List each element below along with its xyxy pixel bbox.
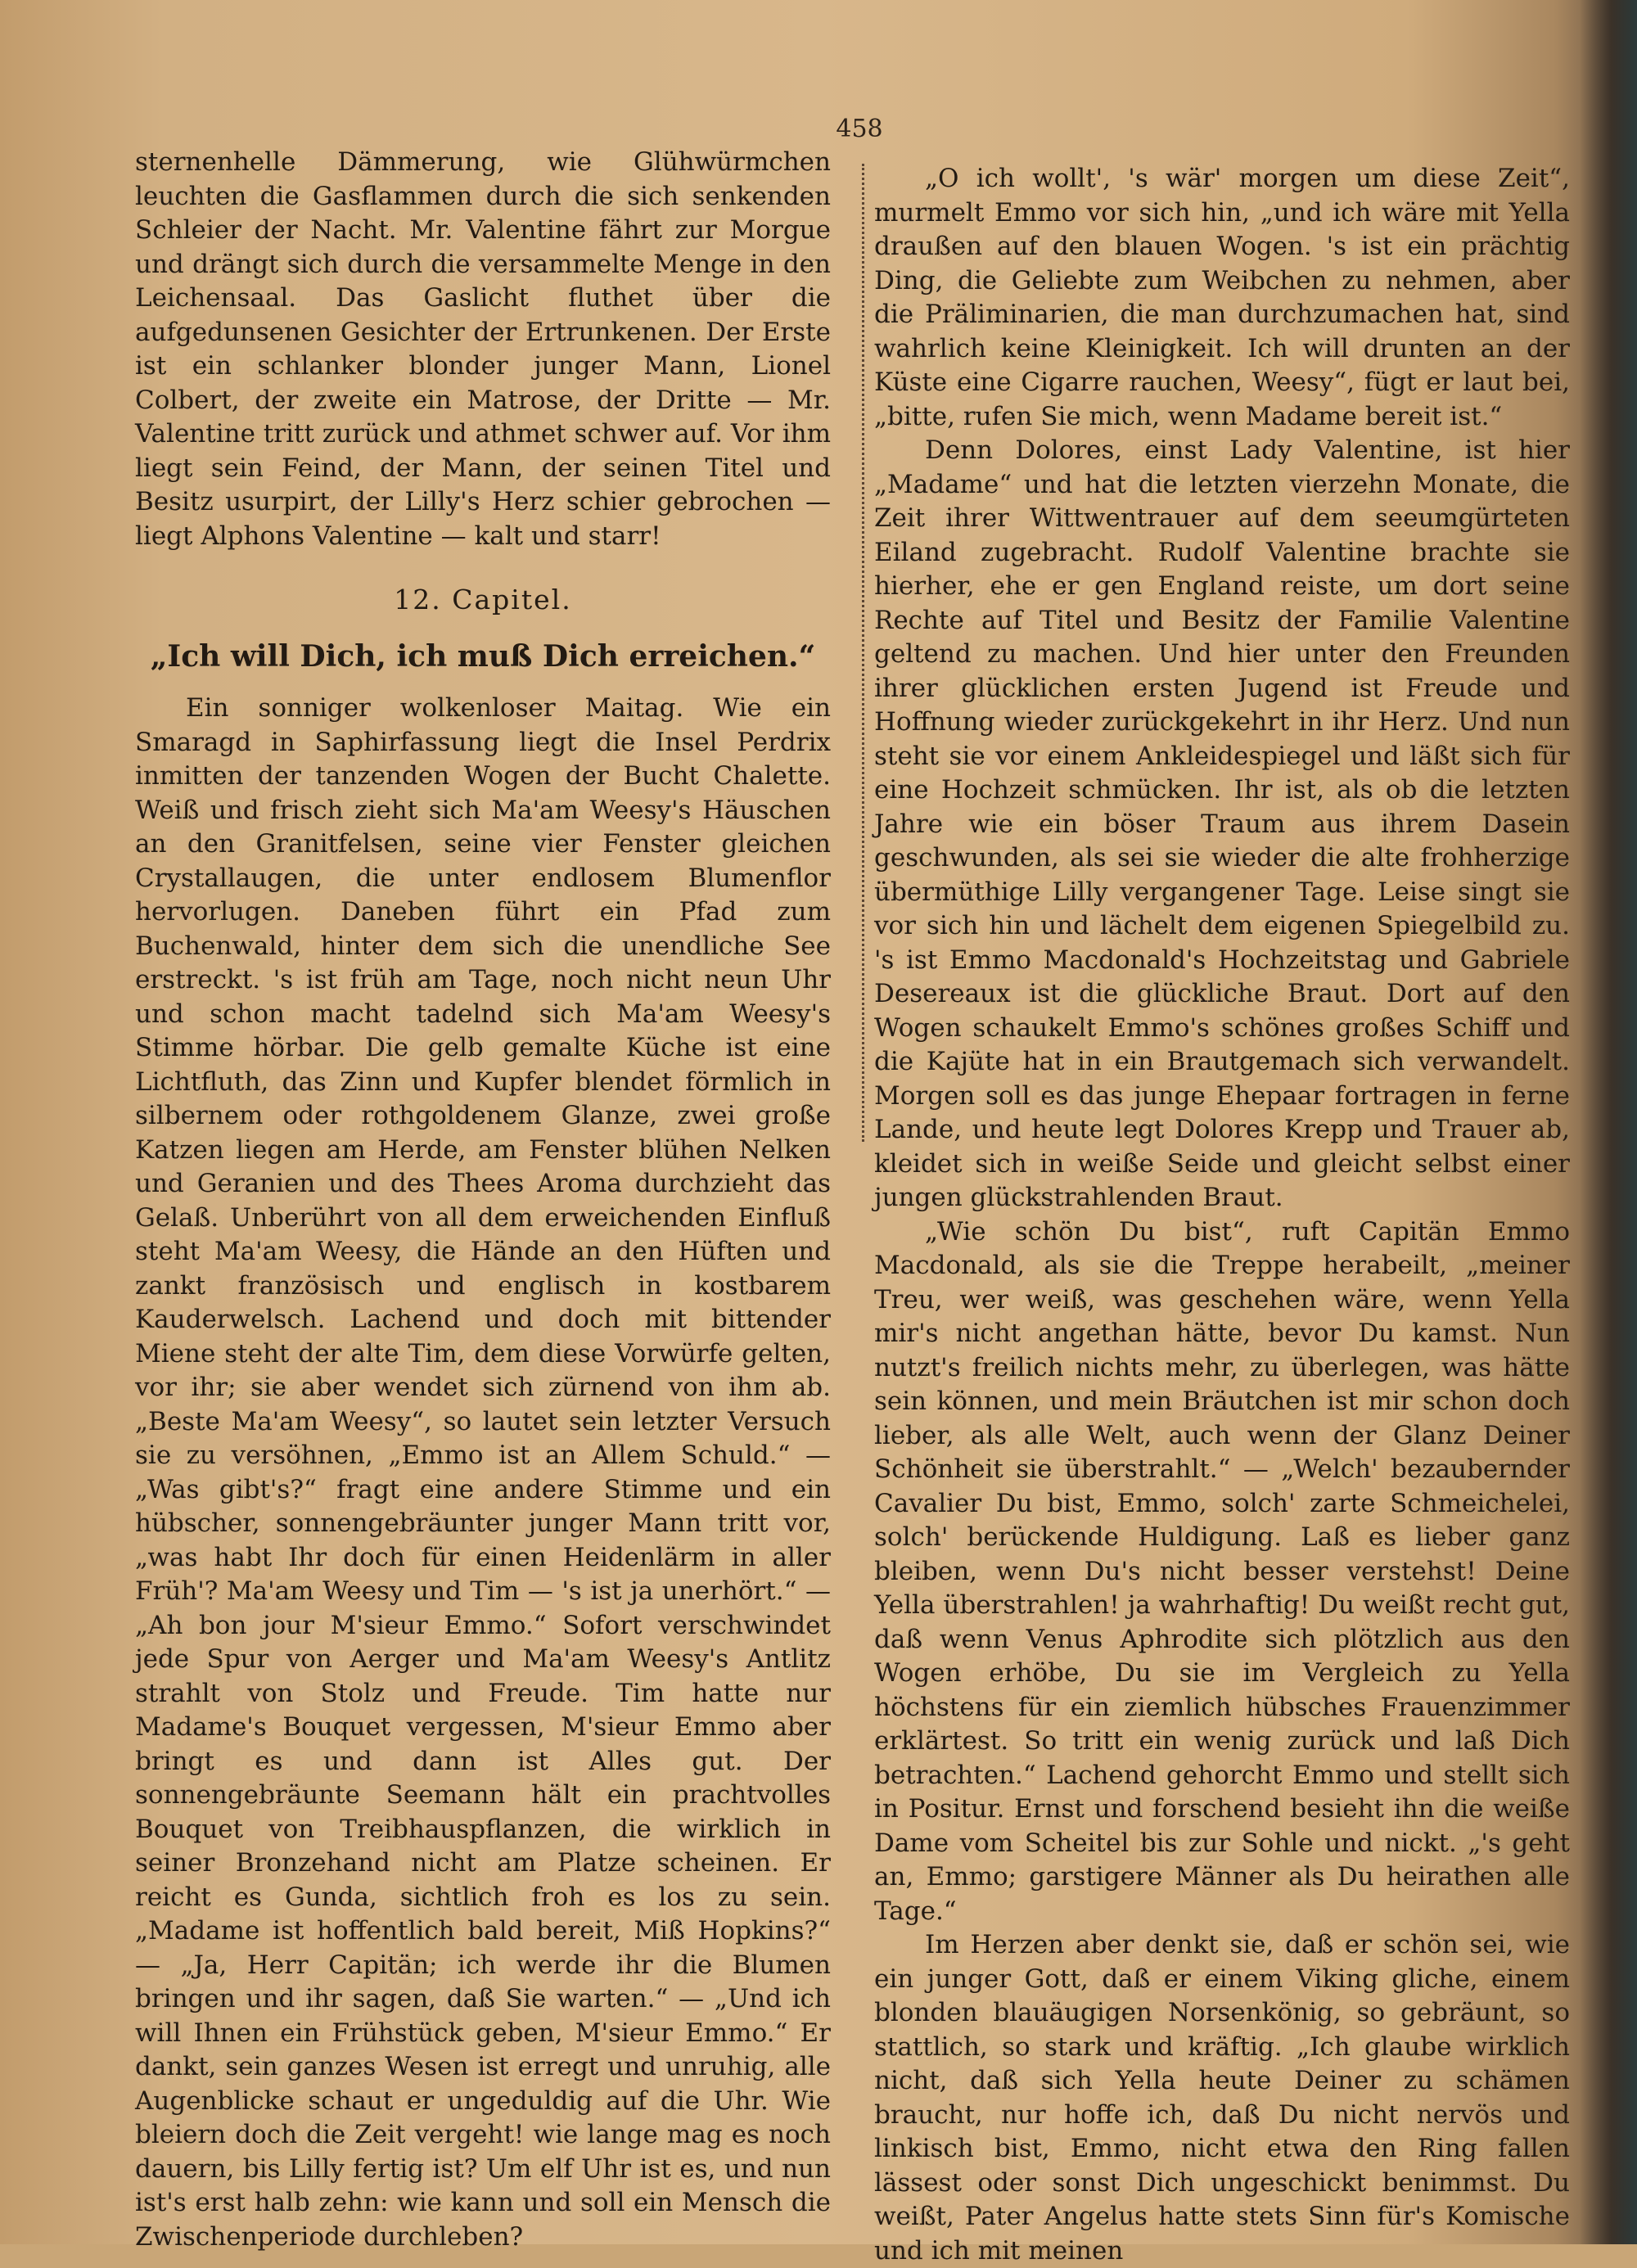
right-column — [874, 162, 1570, 2268]
column-divider — [862, 164, 864, 1142]
paragraph-left-2: Ein sonniger wolkenloser Maitag. Wie ein Smaragd in Saphirfassung liegt die Insel Perdrix inmitten der tanzenden Wogen der Bucht Chalette. Weiß und frisch zieht sich Ma'am Weesy's Häuschen an den Granitfelsen, seine vier Fenster gleichen Crystallaugen, die unter endlosem Blumenflor hervorlugen. Daneben führt ein Pfad zum Buchenwald, hinter dem sich die unendliche See erstreckt. 's ist früh am Tage, noch nicht neun Uhr und schon macht tadelnd sich Ma'am Weesy's Stimme hörbar. Die gelb gemalte Küche ist eine Lichtfluth, das Zinn und Kupfer blendet förmlich in silbernem oder rothgoldenem Glanze, zwei große Katzen liegen am Herde, am Fenster blühen Nelken und Geranien und des Thees Aroma durchzieht das Gelaß. Unberührt von all dem erweichenden Einfluß steht Ma'am Weesy, die Hände an den Hüften und zankt französisch und englisch in kostbarem Kauderwelsch. Lachend und doch mit bittender Miene steht der alte Tim, dem diese Vorwürfe gelten, vor ihr; sie aber wendet sich zürnend von ihm ab. „Beste Ma'am Weesy“, so lautet sein letzter Versuch sie zu versöhnen, „Emmo ist an Allem Schuld.“ — „Was gibt's?“ fragt eine andere Stimme und ein hübscher, sonnengebräunter junger Mann tritt vor, „was habt Ihr doch für einen Heidenlärm in aller Früh'? Ma'am Weesy und Tim — 's ist ja unerhört.“ — „Ah bon jour M'sieur Emmo.“ Sofort verschwindet jede Spur von Aerger und Ma'am Weesy's Antlitz strahlt von Stolz und Freude. Tim hatte nur Madame's Bouquet vergessen, M'sieur Emmo aber bringt es und dann ist Alles gut. Der sonnengebräunte Seemann hält ein prachtvolles Bouquet von Treibhauspflanzen, die wirklich in seiner Bronzehand nicht am Platze scheinen. Er reicht es Gunda, sichtlich froh es los zu sein. „Madame ist hoffentlich bald bereit, Miß Hopkins?“ — „Ja, Herr Capitän; ich werde ihr die Blumen bringen und ihr sagen, daß Sie warten.“ — „Und ich will Ihnen ein Frühstück geben, M'sieur Emmo.“ Er dankt, sein ganzes Wesen ist erregt und unruhig, alle Augenblicke schaut er ungeduldig auf die Uhr. Wie bleiern doch die Zeit vergeht! wie lange mag es noch dauern, bis Lilly fertig ist? Um elf Uhr ist es, und nun ist's erst halb zehn: wie kann und soll ein Mensch die Zwischenperiode durchleben? — [135, 693, 831, 2252]
chapter-title: 12. Capitel. — [394, 584, 572, 615]
paragraph-right-3: „Wie schön Du bist“, ruft Capitän Emmo Macdonald, als sie die Treppe herabeilt, „meiner Treu, wer weiß, was geschehen wäre, wenn Yella mir's nicht angethan hätte, bevor Du kamst. Nun nutzt's freilich nichts mehr, zu überlegen, was hätte sein können, und mein Bräutchen ist mir schon doch lieber, als alle Welt, auch wenn der Glanz Deiner Schönheit sie überstrahlt.“ — „Welch' bezaubernder Cavalier Du bist, Emmo, solch' zarte Schmeichelei, solch' berückende Huldigung. Laß es lieber ganz bleiben, wenn Du's nicht besser verstehst! Deine Yella überstrahlen! ja wahrhaftig! Du weißt recht gut, daß wenn Venus Aphrodite sich plötzlich aus den Wogen erhöbe, Du sie im Vergleich zu Yella höchstens für ein ziemlich hübsches Frauenzimmer erklärtest. So tritt ein wenig zurück und laß Dich betrachten.“ Lachend gehorcht Emmo und stellt sich in Positur. Ernst und forschend besieht ihn die weiße Dame vom Scheitel bis zur Sohle und nickt. „'s geht an, Emmo; garstigere Männer als Du heirathen alle Tage.“ — [874, 1216, 1570, 1926]
paragraph-right-2: Denn Dolores, einst Lady Valentine, ist hier „Madame“ und hat die letzten vierzehn Monate, die Zeit ihrer Wittwentrauer auf dem seeumgürteten Eiland zugebracht. Rudolf Valentine brachte sie hierher, ehe er gen England reiste, um dort seine Rechte auf Titel und Besitz der Familie Valentine geltend zu machen. Und hier unter den Freunden ihrer glücklichen ersten Jugend ist Freude und Hoffnung wieder zurückgekehrt in ihr Herz. Und nun steht sie vor einem Ankleidespiegel und läßt sich für eine Hochzeit schmücken. Ihr ist, als ob die letzten Jahre wie ein böser Traum aus ihrem Dasein geschwunden, als sei sie wieder die alte frohherzige übermüthige Lilly vergangener Tage. Leise singt sie vor sich hin und lächelt dem eigenen Spiegelbild zu. 's ist Emmo Macdonald's Hochzeitstag und Gabriele Desereaux ist die glückliche Braut. Dort auf den Wogen schaukelt Emmo's schönes großes Schiff und die Kajüte hat in ein Brautgemach sich verwandelt. Morgen soll es das junge Ehepaar fortragen in ferne Lande, und heute legt Dolores Krepp und Trauer ab, kleidet sich in weiße Seide und gleicht selbst einer jungen glückstrahlenden Braut. — [874, 435, 1570, 1212]
paragraph-left-1: sternenhelle Dämmerung, wie Glühwürmchen leuchten die Gasflammen durch die sich senkenden Schleier der Nacht. Mr. Valentine fährt zur Morgue und drängt sich durch die versammelte Menge in den Leichensaal. Das Gaslicht fluthet über die aufgedunsenen Gesichter der Ertrunkenen. Der Erste ist ein schlanker blonder junger Mann, Lionel Colbert, der zweite ein Matrose, der Dritte — Mr. Valentine tritt zurück und athmet schwer auf. Vor ihm liegt sein Feind, der Mann, der seinen Titel und Besitz usurpirt, der Lilly's Herz schier gebrochen — liegt Alphons Valentine — kalt und starr! — [135, 147, 831, 551]
book-spine-shadow — [1580, 0, 1637, 2244]
chapter-motto: „Ich will Dich, ich muß Dich erreichen.“ — [150, 638, 816, 674]
paragraph-right-1: „O ich wollt', 's wär' morgen um diese Zeit“, murmelt Emmo vor sich hin, „und ich wäre mit Yella draußen auf den blauen Wogen. 's ist ein prächtig Ding, die Geliebte zum Weibchen zu nehmen, aber die Präliminarien, die man durchzumachen hat, sind wahrlich keine Kleinigkeit. Ich will drunten an der Küste eine Cigarre rauchen, Weesy“, fügt er laut bei, „bitte, rufen Sie mich, wenn Madame bereit ist.“ — [874, 164, 1570, 431]
paragraph-right-4: Im Herzen aber denkt sie, daß er schön sei, wie ein junger Gott, daß er einem Viking gliche, einem blonden blauäugigen Norsenkönig, so gebräunt, so stattlich, so stark und kräftig. „Ich glaube wirklich nicht, daß sich Yella heute Deiner zu schämen braucht, nur hoffe ich, daß Du nicht nervös und linkisch bist, Emmo, nicht etwa den Ring fallen lässest oder sonst Dich ungeschickt benimmst. Du weißt, Pater Angelus hatte stets Sinn für's Komische und ich mit meinen — [874, 1930, 1570, 2266]
left-column — [135, 146, 831, 2254]
page-number: 458 — [836, 115, 883, 143]
